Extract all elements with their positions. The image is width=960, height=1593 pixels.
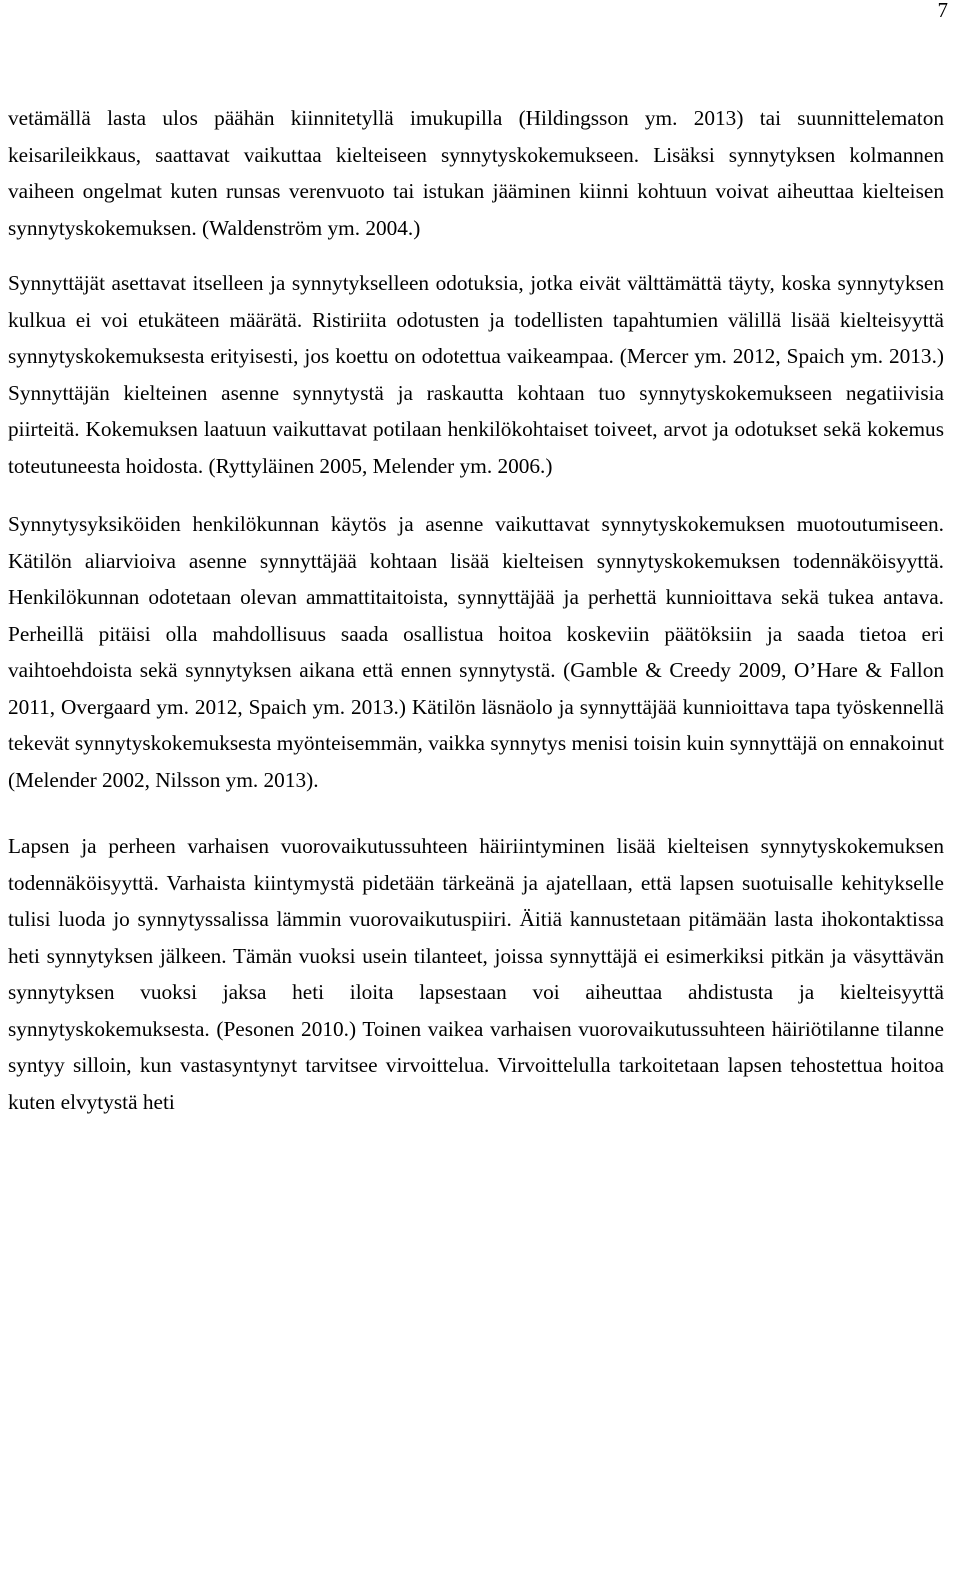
paragraph-3: Synnytysyksiköiden henkilökunnan käytös ja asenne vaikuttavat synnytyskokemuksen muotoutumiseen. Kätilön aliarvioiva asenne synnyttäjää kohtaan lisää kielteisen synnytyskokemuksen todennäköisyyttä. Henkilökunnan odotetaan olevan ammattitaitoista, synnyttäjää ja perhettä kunnioittava sekä tukea antava. Perheillä pitäisi olla mahdollisuus saada osallistua hoitoa koskeviin päätöksiin ja saada tietoa eri vaihtoehdoista sekä synnytyksen aikana että ennen synnytystä. (Gamble & Creedy 2009, O’Hare & Fallon 2011, Overgaard ym. 2012, Spaich ym. 2013.) Kätilön läsnäolo ja synnyttäjää kunnioittava tapa työskennellä tekevät synnytyskokemuksesta myönteisemmän, vaikka synnytys menisi toisin kuin synnyttäjä on ennakoinut (Melender 2002, Nilsson ym. 2013). <box>8 512 944 792</box>
paragraph-2: Synnyttäjät asettavat itselleen ja synnytykselleen odotuksia, jotka eivät välttämättä täyty, koska synnytyksen kulkua ei voi etukäteen määrätä. Ristiriita odotusten ja todellisten tapahtumien välillä lisää kielteisyyttä synnytyskokemuksesta erityisesti, jos koettu on odotettua vaikeampaa. (Mercer ym. 2012, Spaich ym. 2013.) Synnyttäjän kielteinen asenne synnytystä ja raskautta kohtaan tuo synnytyskokemukseen negatiivisia piirteitä. Kokemuksen laatuun vaikuttavat potilaan henkilökohtaiset toiveet, arvot ja odotukset sekä kokemus toteutuneesta hoidosta. (Ryttyläinen 2005, Melender ym. 2006.) <box>8 271 944 478</box>
page-number: 7 <box>937 0 948 22</box>
paragraph-1: vetämällä lasta ulos päähän kiinnitetyllä imukupilla (Hildingsson ym. 2013) tai suunnittelematon keisarileikkaus, saattavat vaikuttaa kielteiseen synnytyskokemukseen. Lisäksi synnytyksen kolmannen vaiheen ongelmat kuten runsas verenvuoto tai istukan jääminen kiinni kohtuun voivat aiheuttaa kielteisen synnytyskokemuksen. (Waldenström ym. 2004.) <box>8 106 944 240</box>
document-body <box>8 100 944 1139</box>
paragraph-4: Lapsen ja perheen varhaisen vuorovaikutussuhteen häiriintyminen lisää kielteisen synnytyskokemuksen todennäköisyyttä. Varhaista kiintymystä pidetään tärkeänä ja ajatellaan, että lapsen suotuisalle kehitykselle tulisi luoda jo synnytyssalissa lämmin vuorovaikutuspiiri. Äitiä kannustetaan pitämään lasta ihokontaktissa heti synnytyksen jälkeen. Tämän vuoksi usein tilanteet, joissa synnyttäjä ei esimerkiksi pitkän ja väsyttävän synnytyksen vuoksi jaksa heti iloita lapsestaan voi aiheuttaa ahdistusta ja kielteisyyttä synnytyskokemuksesta. (Pesonen 2010.) Toinen vaikea varhaisen vuorovaikutussuhteen häiriötilanne tilanne syntyy silloin, kun vastasyntynyt tarvitsee virvoittelua. Virvoittelulla tarkoitetaan lapsen tehostettua hoitoa kuten elvytystä heti <box>8 834 944 1114</box>
